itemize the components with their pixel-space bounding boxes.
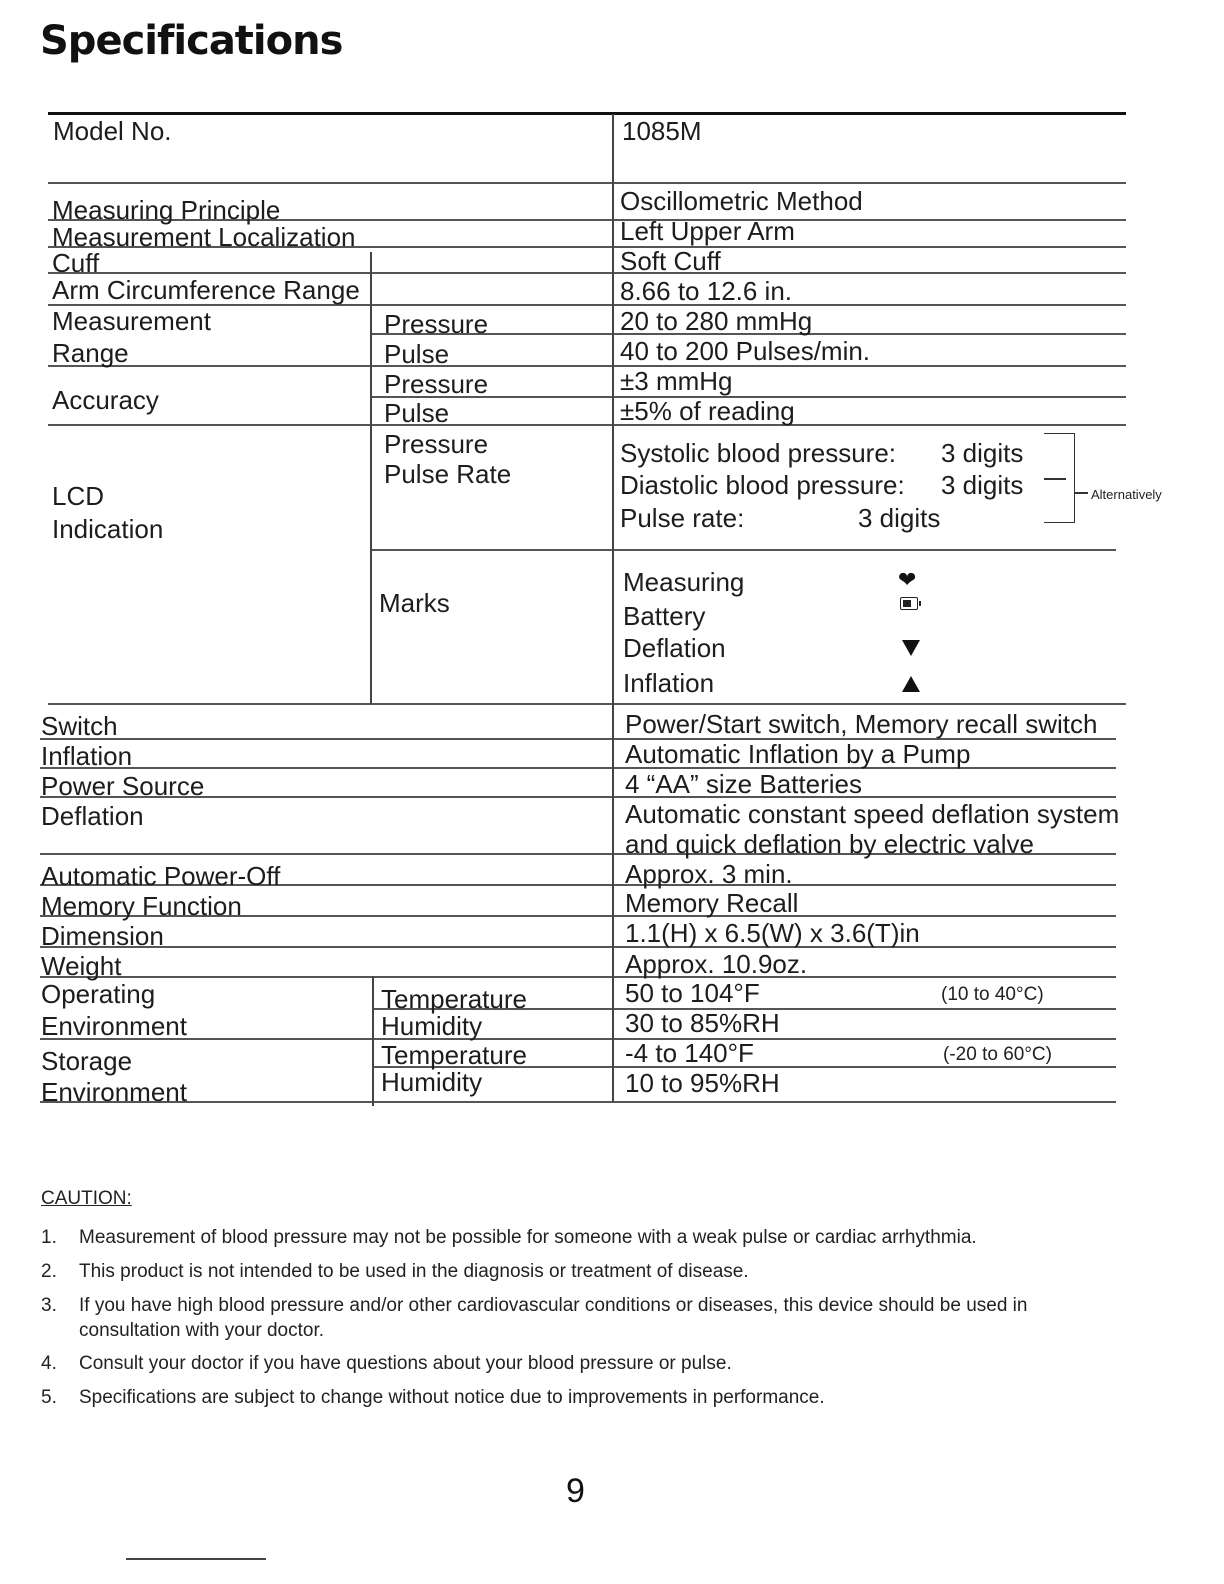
cuff-label: Cuff bbox=[52, 248, 100, 278]
operating-temp-label: Temperature bbox=[381, 984, 527, 1014]
dimension-label: Dimension bbox=[41, 921, 164, 951]
memory-label: Memory Function bbox=[41, 891, 242, 921]
deflation-label: Deflation bbox=[41, 801, 144, 831]
footer-rule bbox=[126, 1558, 266, 1560]
power-label: Power Source bbox=[41, 771, 205, 801]
storage-temp-value: -4 to 140°F bbox=[625, 1038, 754, 1068]
accuracy-label: Accuracy bbox=[52, 385, 159, 415]
diastolic-value: 3 digits bbox=[941, 470, 1024, 500]
caution-item-2: This product is not intended to be used in the diagnosis or treatment of disease. bbox=[79, 1261, 749, 1282]
caution-item-4: Consult your doctor if you have questions about your blood pressure or pulse. bbox=[79, 1353, 732, 1374]
storage-hum-label: Humidity bbox=[381, 1067, 483, 1097]
heart-icon: ❤ bbox=[898, 567, 917, 592]
mark-inflation: Inflation bbox=[623, 668, 715, 698]
deflation-value-1: Automatic constant speed deflation system bbox=[625, 799, 1120, 829]
lcd-sub-pulse-rate: Pulse Rate bbox=[384, 459, 512, 489]
arm-value: 8.66 to 12.6 in. bbox=[620, 276, 793, 306]
weight-value: Approx. 10.9oz. bbox=[625, 949, 808, 979]
storage-temp-label: Temperature bbox=[381, 1040, 527, 1070]
page-title: Specifications bbox=[40, 18, 343, 64]
caution-num-1: 1. bbox=[41, 1227, 57, 1248]
accuracy-pulse-value: ±5% of reading bbox=[620, 396, 795, 426]
operating-label-1: Operating bbox=[41, 979, 156, 1009]
operating-label-2: Environment bbox=[41, 1011, 187, 1041]
mark-measuring: Measuring bbox=[623, 567, 745, 597]
operating-temp-value: 50 to 104°F bbox=[625, 978, 760, 1008]
caution-item-5: Specifications are subject to change without notice due to improvements in performance. bbox=[79, 1387, 825, 1408]
model-value: 1085M bbox=[622, 116, 702, 146]
poweroff-value: Approx. 3 min. bbox=[625, 859, 793, 889]
inflation-label: Inflation bbox=[41, 741, 133, 771]
localization-label: Measurement Localization bbox=[52, 222, 356, 252]
pulse-rate-label: Pulse rate: bbox=[620, 503, 745, 533]
accuracy-pressure-value: ±3 mmHg bbox=[620, 366, 733, 396]
accuracy-pressure-label: Pressure bbox=[384, 369, 489, 399]
caution-item-1: Measurement of blood pressure may not be possible for someone with a weak pulse or cardiac arrhythmia. bbox=[79, 1227, 977, 1248]
mark-battery: Battery bbox=[623, 601, 706, 631]
page-number: 9 bbox=[566, 1472, 585, 1510]
range-label-1: Measurement bbox=[52, 306, 211, 336]
principle-label: Measuring Principle bbox=[52, 195, 281, 225]
caution-num-5: 5. bbox=[41, 1387, 57, 1408]
operating-hum-value: 30 to 85%RH bbox=[625, 1008, 780, 1038]
caution-num-3: 3. bbox=[41, 1295, 57, 1316]
poweroff-label: Automatic Power-Off bbox=[41, 861, 281, 891]
mark-deflation: Deflation bbox=[623, 633, 726, 663]
diastolic-label: Diastolic blood pressure: bbox=[620, 470, 905, 500]
deflation-value-2: and quick deflation by electric valve bbox=[625, 829, 1035, 859]
accuracy-pulse-label: Pulse bbox=[384, 398, 450, 428]
model-label: Model No. bbox=[53, 116, 172, 146]
triangle-down-icon bbox=[902, 640, 920, 656]
caution-num-2: 2. bbox=[41, 1261, 57, 1282]
caution-heading: CAUTION: bbox=[41, 1188, 132, 1209]
battery-icon bbox=[900, 597, 918, 610]
caution-num-4: 4. bbox=[41, 1353, 57, 1374]
range-pressure-label: Pressure bbox=[384, 309, 489, 339]
operating-hum-label: Humidity bbox=[381, 1011, 483, 1041]
dimension-value: 1.1(H) x 6.5(W) x 3.6(T)in bbox=[625, 918, 920, 948]
systolic-label: Systolic blood pressure: bbox=[620, 438, 897, 468]
range-label-2: Range bbox=[52, 338, 129, 368]
range-pulse-value: 40 to 200 Pulses/min. bbox=[620, 336, 871, 366]
switch-value: Power/Start switch, Memory recall switch bbox=[625, 709, 1098, 739]
memory-value: Memory Recall bbox=[625, 888, 799, 918]
principle-value: Oscillometric Method bbox=[620, 186, 863, 216]
storage-temp-celsius: (-20 to 60°C) bbox=[943, 1044, 1052, 1065]
caution-item-3: If you have high blood pressure and/or other cardiovascular conditions or diseases, this device should be used in consultation with your doctor. bbox=[79, 1295, 1028, 1341]
lcd-sub-pressure: Pressure bbox=[384, 429, 489, 459]
weight-label: Weight bbox=[41, 951, 122, 981]
switch-label: Switch bbox=[41, 711, 118, 741]
range-pulse-label: Pulse bbox=[384, 339, 450, 369]
marks-label: Marks bbox=[379, 588, 450, 618]
pulse-rate-value: 3 digits bbox=[858, 503, 941, 533]
inflation-value: Automatic Inflation by a Pump bbox=[625, 739, 971, 769]
operating-temp-celsius: (10 to 40°C) bbox=[941, 984, 1044, 1005]
arm-label: Arm Circumference Range bbox=[52, 275, 360, 305]
power-value: 4 “AA” size Batteries bbox=[625, 769, 862, 799]
localization-value: Left Upper Arm bbox=[620, 216, 795, 246]
lcd-label-2: Indication bbox=[52, 514, 164, 544]
storage-label-2: Environment bbox=[41, 1077, 187, 1107]
cuff-value: Soft Cuff bbox=[620, 246, 721, 276]
lcd-label-1: LCD bbox=[52, 481, 105, 511]
storage-hum-value: 10 to 95%RH bbox=[625, 1068, 780, 1098]
storage-label-1: Storage bbox=[41, 1046, 133, 1076]
systolic-value: 3 digits bbox=[941, 438, 1024, 468]
range-pressure-value: 20 to 280 mmHg bbox=[620, 306, 813, 336]
triangle-up-icon bbox=[902, 676, 920, 692]
alternatively-label: Alternatively bbox=[1091, 487, 1162, 502]
